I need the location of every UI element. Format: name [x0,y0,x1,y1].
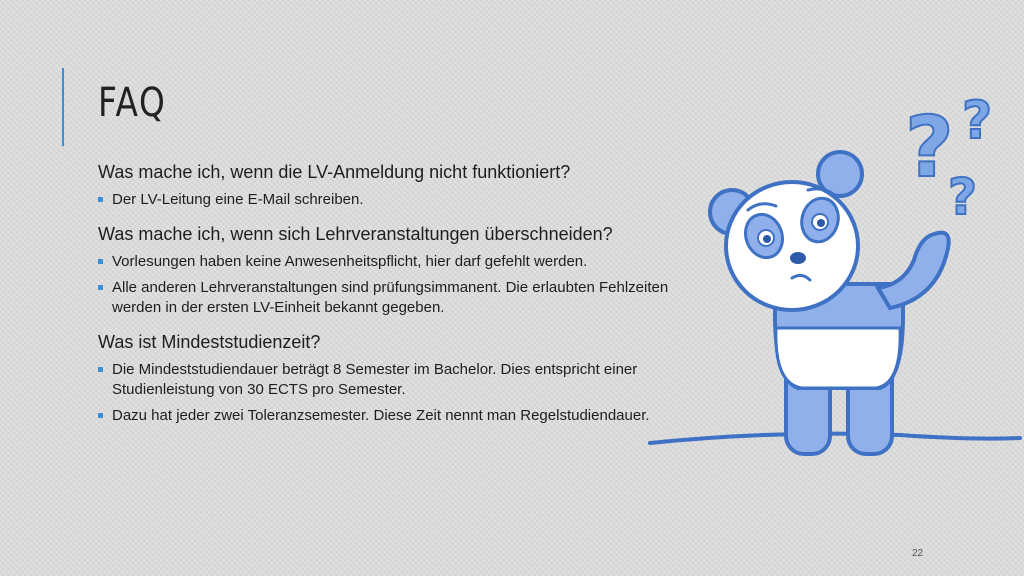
answer-list [98,252,718,318]
question-mark-icon: ? [962,91,993,151]
question-mark-icon: ? [905,98,954,196]
square-bullet-icon [98,259,103,264]
answer-text: Dazu hat jeder zwei Toleranzsemester. Diese Zeit nennt man Regelstudiendauer. [112,407,650,424]
answer-list [98,360,718,426]
square-bullet-icon [98,413,103,418]
slide-title: FAQ [98,80,167,126]
square-bullet-icon [98,197,103,202]
title-accent-bar [62,68,64,146]
square-bullet-icon [98,367,103,372]
answer-item [98,190,707,210]
page-number: 22 [912,548,924,559]
answer-item [98,360,707,400]
panda-nose [790,252,806,264]
ground-line [650,434,1020,443]
panda-eye-right-pupil [817,219,825,227]
answer-item [98,406,707,426]
faq-section [98,160,718,210]
faq-section [98,330,718,426]
answer-item [98,252,707,272]
faq-content [98,160,718,438]
panda-arm-right [878,233,949,308]
panda-head [726,182,858,310]
answer-text: Der LV-Leitung eine E-Mail schreiben. [112,191,364,208]
question-mark-icon: ? [948,168,978,226]
square-bullet-icon [98,285,103,290]
panda-eye-left-pupil [763,235,771,243]
faq-question: Was mache ich, wenn sich Lehrveranstaltungen überschneiden? [98,224,613,244]
answer-list [98,190,718,210]
faq-question: Was ist Mindeststudienzeit? [98,332,321,352]
faq-section [98,222,718,318]
panda-belly [776,328,900,388]
answer-text: Vorlesungen haben keine Anwesenheitspflicht, hier darf gefehlt werden. [112,253,588,270]
answer-text: Alle anderen Lehrveranstaltungen sind prüfungsimmanent. Die erlaubten Fehlzeiten werden in der ersten LV-Einheit bekannt gegeben. [112,279,669,316]
faq-question: Was mache ich, wenn die LV-Anmeldung nicht funktioniert? [98,162,571,182]
answer-item [98,278,707,318]
answer-text: Die Mindeststudiendauer beträgt 8 Semester im Bachelor. Dies entspricht einer Studienleistung von 30 ECTS pro Semester. [112,361,638,398]
confused-panda-illustration [640,88,1024,476]
